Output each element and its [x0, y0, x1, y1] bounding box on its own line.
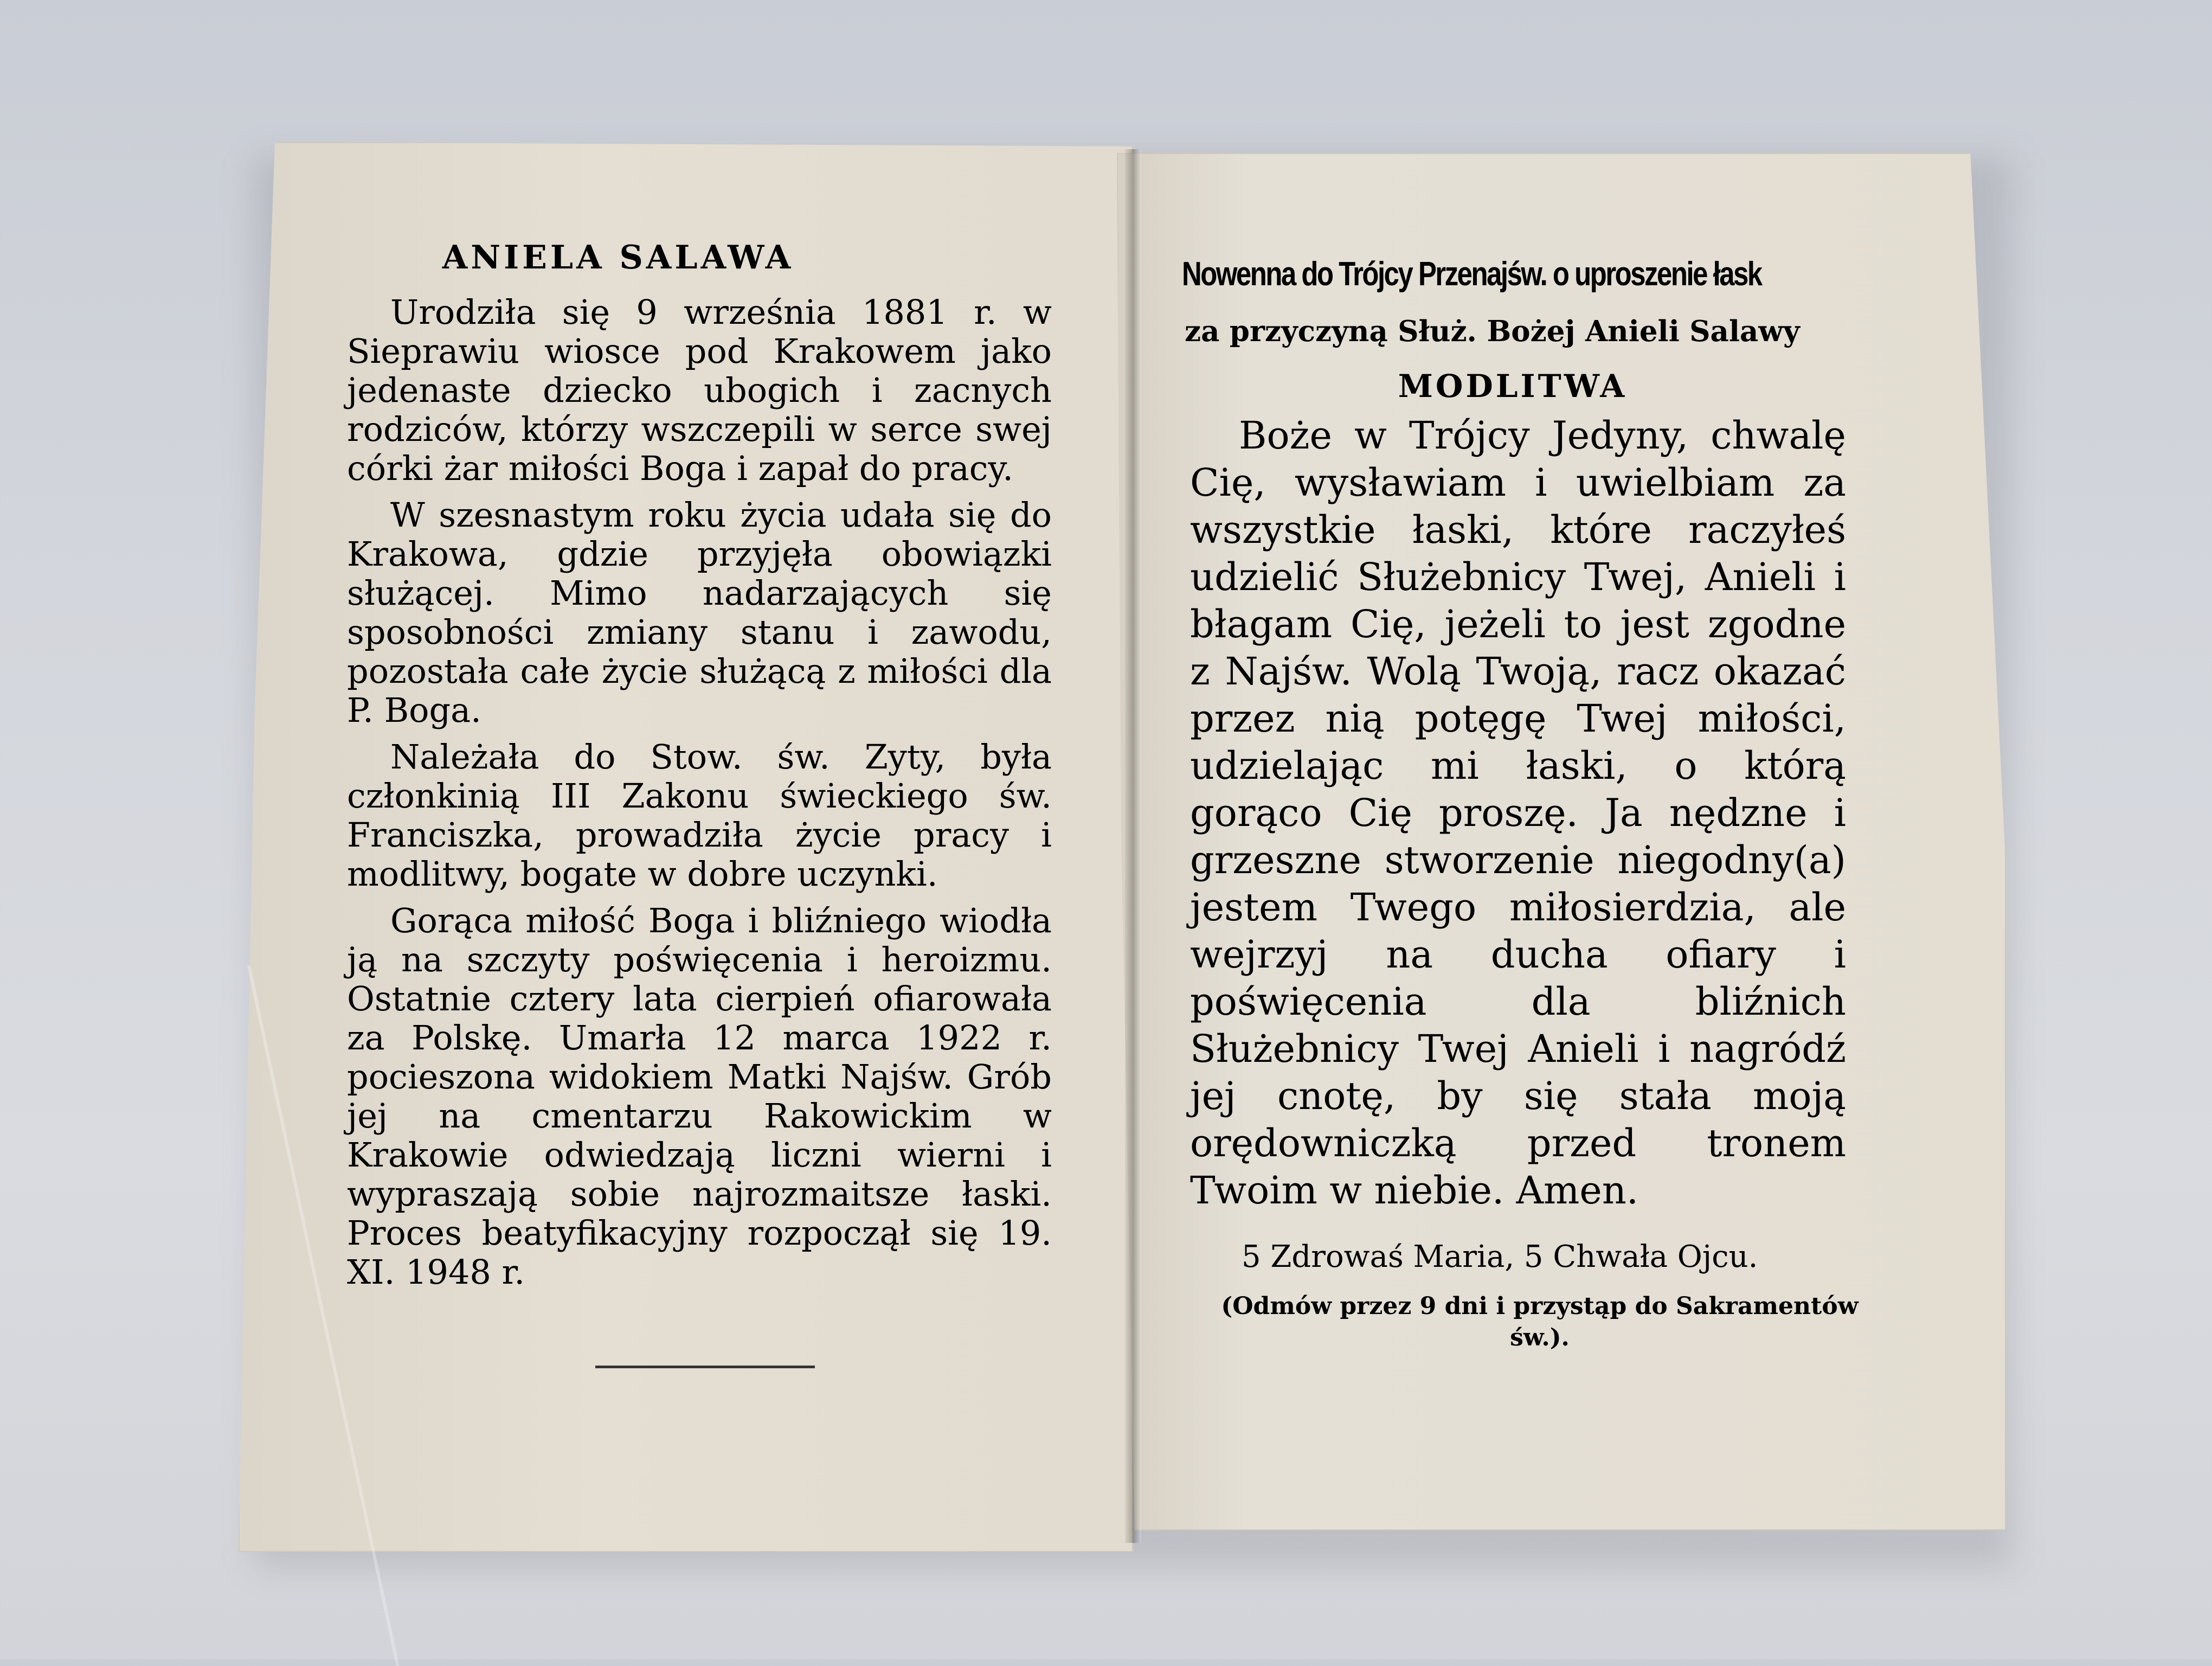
biography-paragraph: W szesnastym roku życia udała się do Krakowa, gdzie przyjęła obowiązki służącej. Mimo nadarzających się sposobności zmiany stanu i zawodu, pozostała całe życie służącą z miłości dla P. Boga. — [347, 495, 1052, 730]
novena-subheading: za przyczyną Służ. Bożej Anieli Salawy — [1185, 315, 1800, 348]
prayer-footer-note: (Odmów przez 9 dni i przystąp do Sakramentów św.). — [1221, 1292, 1859, 1351]
novena-heading: Nowenna do Trójcy Przenajśw. o uproszenie łask — [1182, 255, 1761, 293]
left-page-title: ANIELA SALAWA — [442, 239, 794, 277]
biography-paragraph: Urodziła się 9 września 1881 r. w Sieprawiu wiosce pod Krakowem jako jedenaste dziecko ubogich i zacnych rodziców, którzy wszczepili w serce swej córki żar miłości Boga i zapał do pracy. — [347, 292, 1052, 488]
end-divider — [595, 1366, 815, 1368]
biography-paragraph: Gorąca miłość Boga i bliźniego wiodła ją na szczyty poświęcenia i heroizmu. Ostatnie cztery lata cierpień ofiarowała za Polskę. Umarła 12 marca 1922 r. pocieszona widokiem Matki Najśw. Grób jej na cmentarzu Rakowickim w Krakowie odwiedzają liczni wierni i wypraszają sobie najrozmaitsze łaski. Proces beatyfikacyjny rozpoczął się 19. XI. 1948 r. — [347, 901, 1052, 1292]
center-fold — [1125, 149, 1141, 1543]
biography-paragraph: Należała do Stow. św. Zyty, była członkinią III Zakonu świeckiego św. Franciszka, prowadziła życie pracy i modlitwy, bogate w dobre uczynki. — [347, 737, 1052, 894]
prayer-paragraph: Boże w Trójcy Jedyny, chwalę Cię, wysławiam i uwielbiam za wszystkie łaski, które raczyłeś udzielić Służebnicy Twej, Anieli i błagam Cię, jeżeli to jest zgodne z Najśw. Wolą Twoją, racz okazać przez nią potęgę Twej miłości, udzielając mi łaski, o którą gorąco Cię proszę. Ja nędzne i grzeszne stworzenie niegodny(a) jestem Twego miłosierdzia, ale wejrzyj na ducha ofiary i poświęcenia dla bliźnich Służebnicy Twej Anieli i nagródź jej cnotę, by się stała moją orędowniczką przed tronem Twoim w niebie. Amen. — [1190, 413, 1846, 1213]
prayer-footer-instruction: 5 Zdrowaś Maria, 5 Chwała Ojcu. — [1242, 1239, 1758, 1274]
biography-text — [347, 293, 1052, 1299]
prayer-text — [1190, 412, 1846, 1222]
prayer-title: MODLITWA — [1398, 368, 1628, 405]
